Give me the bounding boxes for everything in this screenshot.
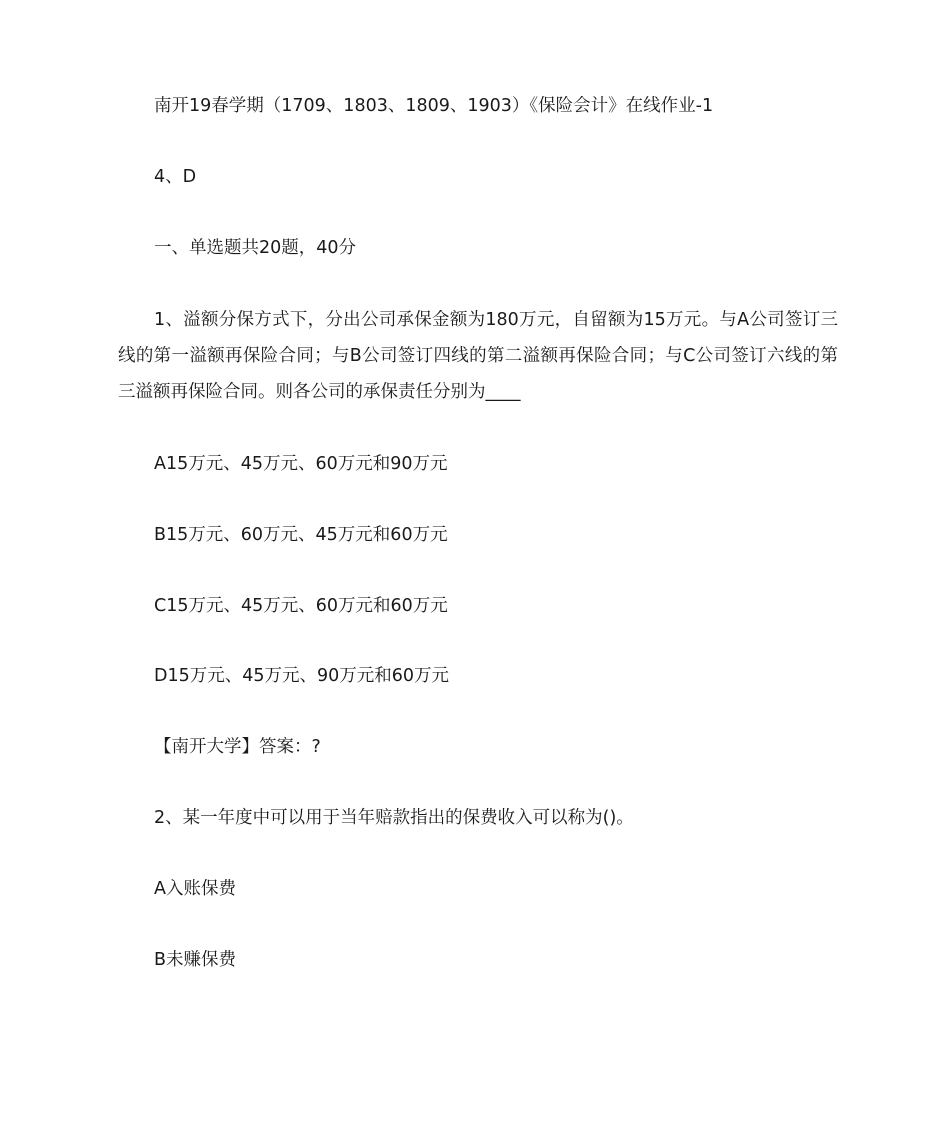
question-1-option-b: B15万元、60万元、45万元和60万元 [154, 525, 448, 545]
document-title: 南开19春学期（1709、1803、1809、1903）《保险会计》在线作业-1 [154, 96, 714, 116]
question-1-option-c: C15万元、45万元、60万元和60万元 [154, 596, 448, 616]
question-1-answer: 【南开大学】答案：? [154, 737, 321, 757]
previous-answer: 4、D [154, 167, 197, 187]
section-heading: 一、单选题共20题，40分 [154, 238, 357, 258]
question-2-option-a: A入账保费 [154, 879, 236, 899]
question-1-option-a: A15万元、45万元、60万元和90万元 [154, 454, 448, 474]
question-1-option-d: D15万元、45万元、90万元和60万元 [154, 666, 450, 686]
question-1-stem: 1、溢额分保方式下，分出公司承保金额为180万元，自留额为15万元。与A公司签订三线的第一溢额再保险合同；与B公司签订四线的第二溢额再保险合同；与C公司签订六线的第三溢额再保险合同。则各公司的承保责任分别为____ [118, 310, 838, 402]
question-2-stem: 2、某一年度中可以用于当年赔款指出的保费收入可以称为()。 [154, 808, 634, 828]
question-2-option-b: B未赚保费 [154, 950, 237, 970]
